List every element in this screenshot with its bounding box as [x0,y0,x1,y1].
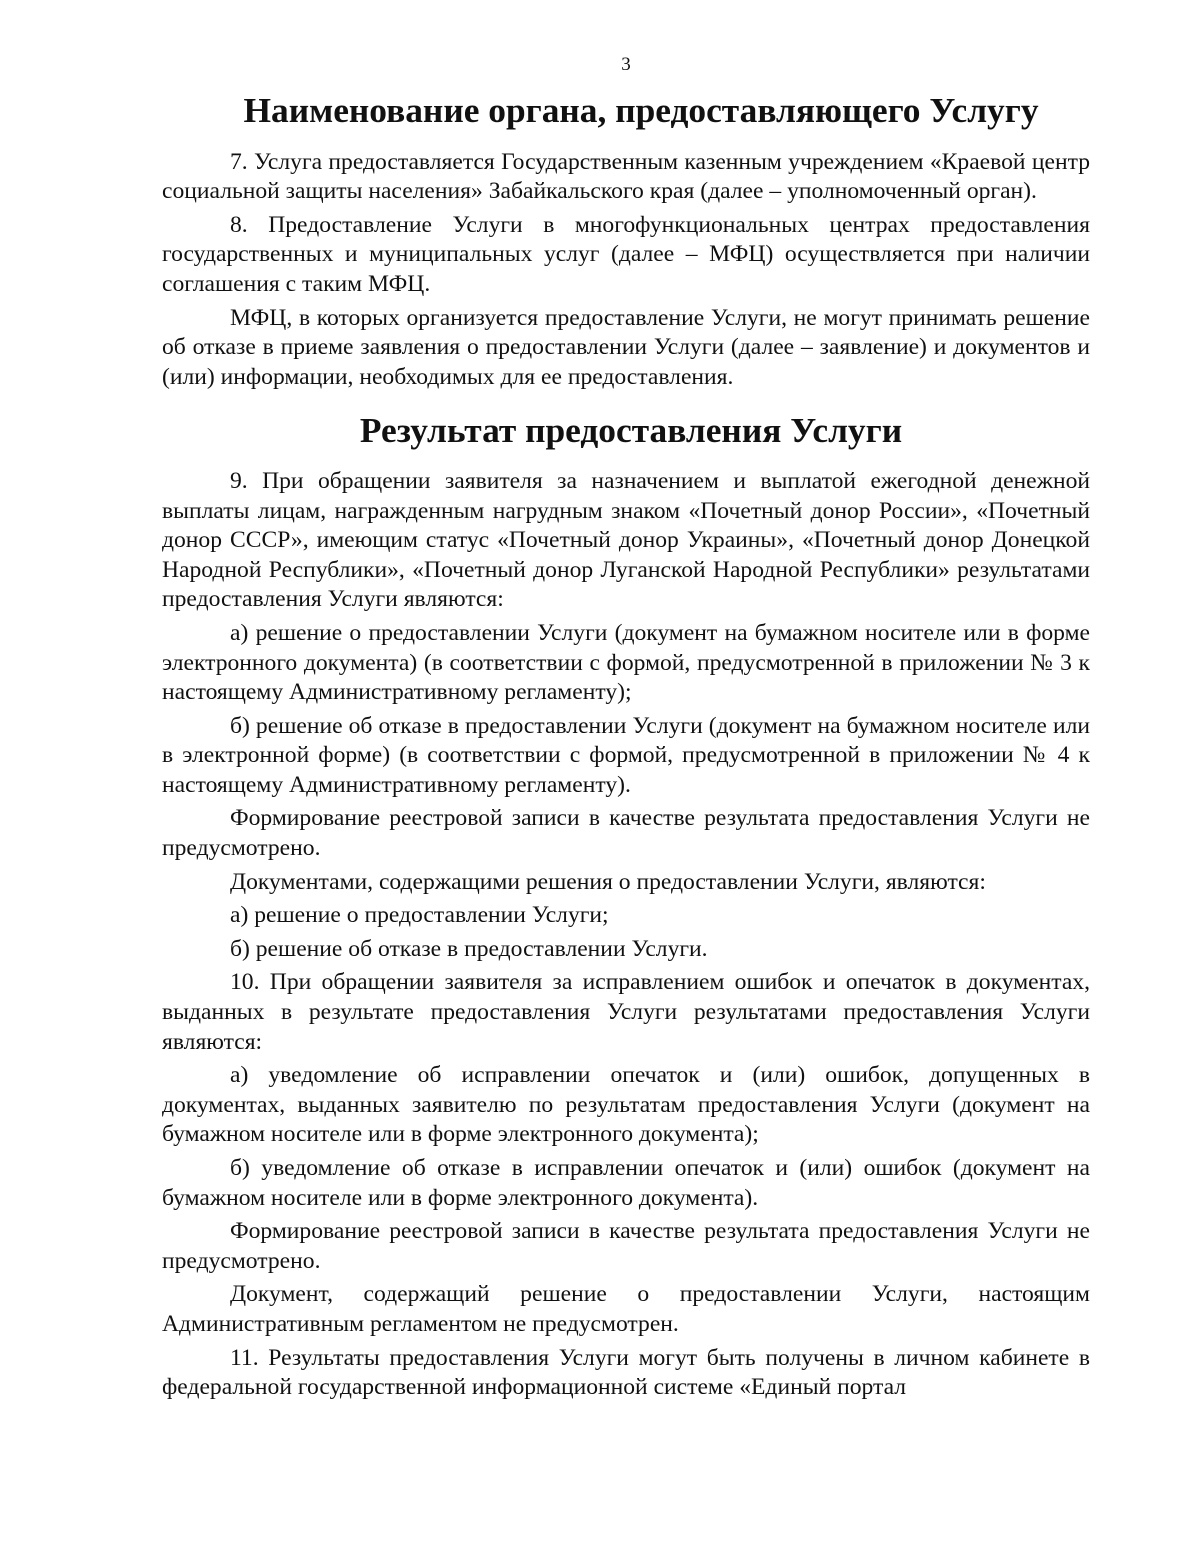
paragraph: б) уведомление об отказе в исправлении опечаток и (или) ошибок (документ на бумажном носителе или в форме электронного документа). [162,1155,1090,1211]
paragraph: а) уведомление об исправлении опечаток и (или) ошибок, допущенных в документах, выданных заявителю по результатам предоставления Услуги (документ на бумажном носителе или в форме электронного документа); [162,1062,1090,1148]
paragraph: Документами, содержащими решения о предоставлении Услуги, являются: [230,868,986,895]
page-number: 3 [621,54,631,75]
paragraph: 11. Результаты предоставления Услуги могут быть получены в личном кабинете в федеральной государственной информационной системе «Единый портал [162,1344,1090,1401]
paragraph: МФЦ, в которых организуется предоставление Услуги, не могут принимать решение об отказе в приеме заявления о предоставлении Услуги (далее – заявление) и документов и (или) информации, необходимых для ее предоставления. [162,304,1090,390]
section-heading-result: Результат предоставления Услуги [359,410,903,451]
paragraph: 7. Услуга предоставляется Государственным казенным учреждением «Краевой центр социальной защиты населения» Забайкальского края (далее – уполномоченный орган). [162,148,1090,205]
paragraph: 8. Предоставление Услуги в многофункциональных центрах предоставления государственных и муниципальных услуг (далее – МФЦ) осуществляется при наличии соглашения с таким МФЦ. [162,211,1090,297]
paragraph: а) решение о предоставлении Услуги; [230,902,609,929]
document-body [162,90,1090,1403]
paragraph: б) решение об отказе в предоставлении Услуги. [230,935,708,962]
paragraph: а) решение о предоставлении Услуги (документ на бумажном носителе или в форме электронного документа) (в соответствии с формой, предусмотренной в приложении № 3 к настоящему Административному регламенту); [162,619,1090,706]
paragraph: Документ, содержащий решение о предоставлении Услуги, настоящим Административным регламентом не предусмотрен. [162,1281,1090,1337]
paragraph: Формирование реестровой записи в качестве результата предоставления Услуги не предусмотрено. [162,1218,1090,1274]
paragraph: б) решение об отказе в предоставлении Услуги (документ на бумажном носителе или в электронной форме) (в соответствии с формой, предусмотренной в приложении № 4 к настоящему Административному регламенту). [162,712,1090,798]
paragraph: 10. При обращении заявителя за исправлением ошибок и опечаток в документах, выданных в результате предоставления Услуги результатами предоставления Услуги являются: [162,969,1090,1055]
paragraph: 9. При обращении заявителя за назначением и выплатой ежегодной денежной выплаты лицам, награжденным нагрудным знаком «Почетный донор России», «Почетный донор СССР», имеющим статус «Почетный донор Украины», «Почетный донор Донецкой Народной Республики», «Почетный донор Луганской Народной Республики» результатами предоставления Услуги являются: [162,467,1090,613]
paragraph: Формирование реестровой записи в качестве результата предоставления Услуги не предусмотрено. [162,805,1090,862]
section-heading-authority: Наименование органа, предоставляющего Услугу [243,90,1039,130]
